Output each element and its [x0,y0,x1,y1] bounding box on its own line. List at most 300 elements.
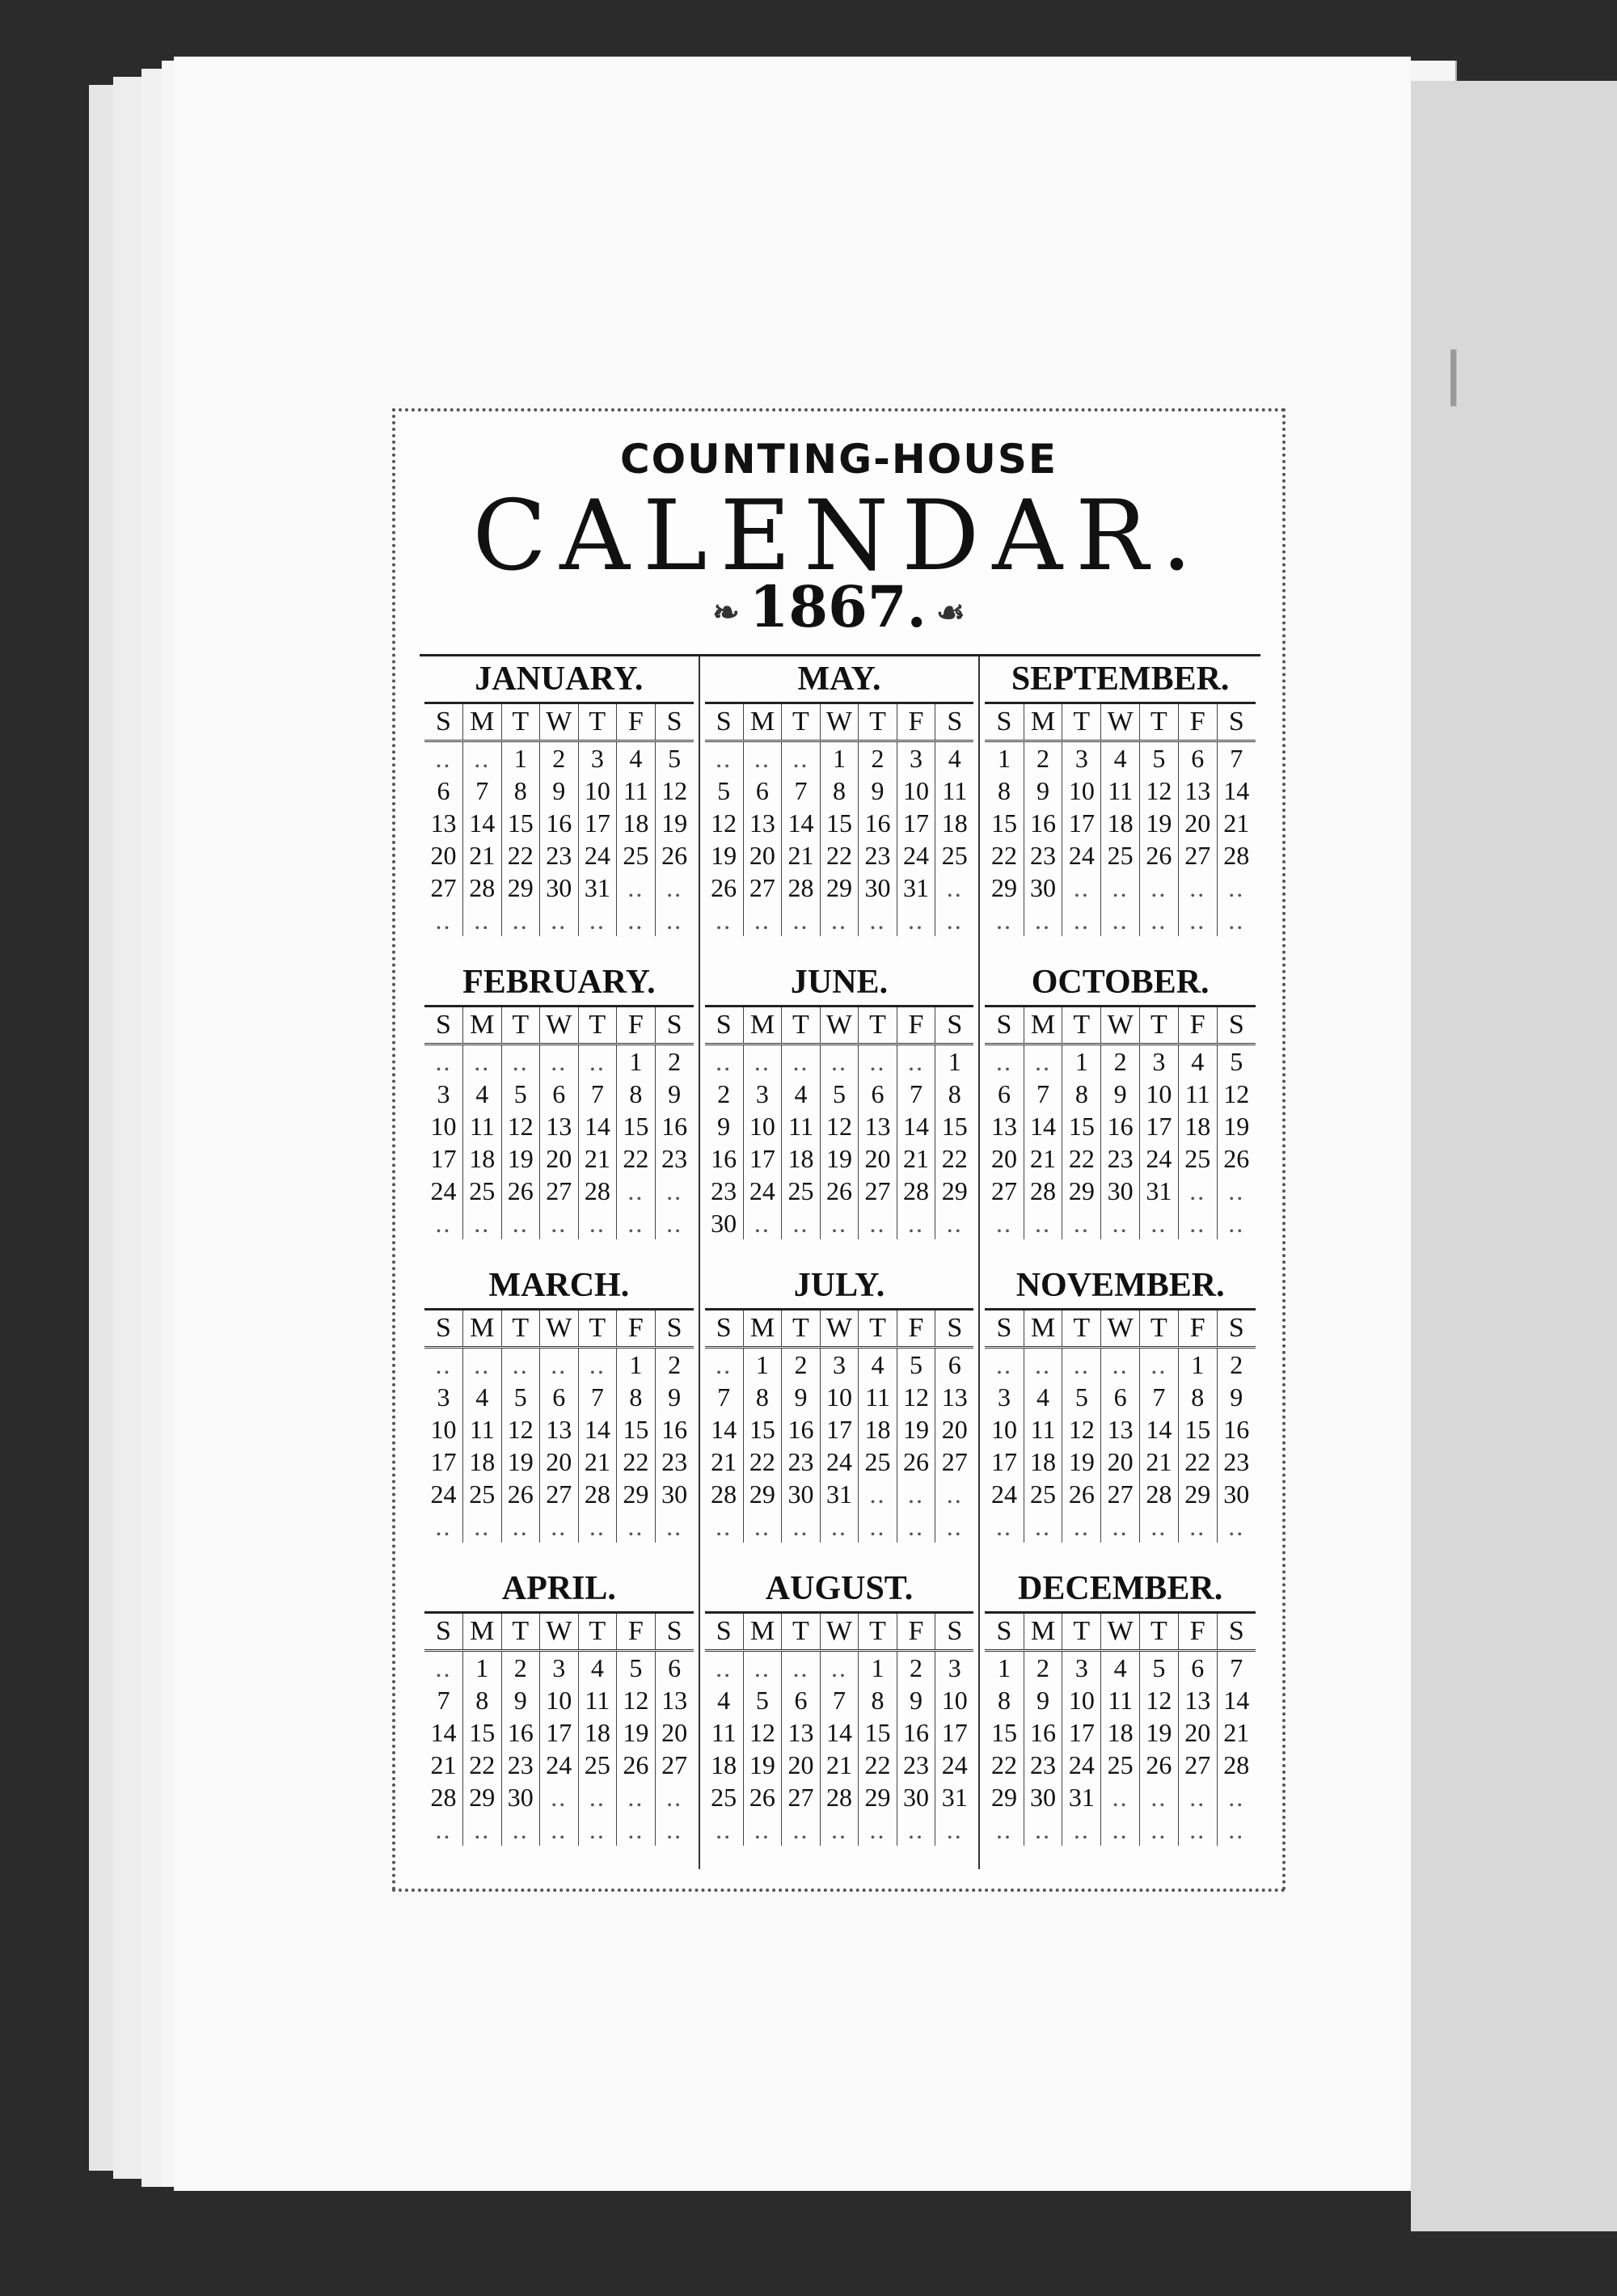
week-row [985,741,1256,775]
day-cell: 26 [897,1446,935,1478]
day-cell: 21 [1024,1142,1062,1175]
day-cell: 25 [1101,1749,1140,1781]
day-cell: 27 [424,872,463,904]
day-cell: 1 [948,1046,961,1076]
week-row [424,1175,694,1207]
day-cell: 25 [578,1749,617,1781]
day-grid [705,704,974,936]
weekday-label: T [782,1310,821,1348]
day-cell: 27 [540,1175,579,1207]
month-grid [420,654,1260,1869]
day-cell: 6 [668,1652,682,1682]
day-cell: 3 [1062,741,1101,775]
weekday-label: S [705,1614,744,1651]
day-cell: .. [946,1511,963,1541]
week-row [424,1684,694,1716]
day-cell: 22 [820,839,859,872]
day-cell: .. [743,1651,782,1685]
month-block [420,960,700,1263]
day-cell: .. [1024,904,1062,936]
day-cell: 1 [820,741,859,775]
day-cell: 18 [941,808,968,838]
day-cell: 18 [463,1142,502,1175]
week-row [424,1446,694,1478]
day-cell: 13 [1101,1413,1140,1446]
day-cell: .. [1178,1510,1217,1543]
day-grid [985,1614,1256,1846]
day-cell: .. [1178,1207,1217,1239]
week-row [985,1142,1256,1175]
day-cell: 22 [463,1749,502,1781]
month-block [980,656,1260,960]
day-cell: .. [463,1348,502,1382]
day-cell: 27 [1178,839,1217,872]
day-cell: 27 [1101,1478,1140,1510]
day-cell: 8 [617,1381,656,1413]
weekday-label: M [463,1007,502,1045]
day-cell: .. [897,1478,935,1510]
week-row [424,1510,694,1543]
weekday-label: T [782,704,821,741]
weekday-label: S [985,1310,1024,1348]
day-cell: .. [424,1348,463,1382]
day-cell: 8 [617,1078,656,1110]
day-cell: 19 [897,1413,935,1446]
weekday-label: W [540,1310,579,1348]
weekday-label: S [424,1614,463,1651]
day-cell: 24 [897,839,935,872]
weekday-label: F [897,704,935,741]
day-cell: 22 [1062,1142,1101,1175]
day-grid [705,1007,974,1239]
day-cell: 15 [501,807,540,839]
day-cell: 28 [820,1781,859,1813]
week-row [424,1110,694,1142]
day-cell: 10 [941,1685,968,1715]
day-cell: 18 [463,1446,502,1478]
day-cell: 29 [617,1478,656,1510]
day-cell: .. [743,1813,782,1846]
week-row [705,1078,974,1110]
day-cell: .. [666,905,683,935]
weekday-label: T [1140,1007,1179,1045]
day-cell: .. [705,1651,744,1685]
day-cell: 10 [578,774,617,807]
day-cell: 31 [1062,1781,1101,1813]
day-cell: 23 [897,1749,935,1781]
day-cell: .. [501,1045,540,1078]
day-cell: 27 [859,1175,897,1207]
day-cell: 26 [1140,1749,1179,1781]
day-cell: 21 [578,1446,617,1478]
day-cell: .. [578,904,617,936]
day-cell: .. [705,1045,744,1078]
day-cell: 8 [501,774,540,807]
day-cell: .. [1228,1511,1245,1541]
week-row [985,1510,1256,1543]
day-cell: 28 [1223,840,1250,870]
day-cell: 13 [540,1413,579,1446]
day-cell: 3 [424,1078,463,1110]
day-cell: 6 [743,774,782,807]
day-cell: .. [782,1813,821,1846]
day-cell: .. [617,1781,656,1813]
day-cell: 5 [743,1684,782,1716]
day-cell: .. [946,1814,963,1844]
weekday-label: F [897,1310,935,1348]
day-cell: 5 [1062,1381,1101,1413]
day-cell: .. [424,1045,463,1078]
day-cell: 29 [859,1781,897,1813]
day-cell: 11 [617,774,656,807]
day-cell: 24 [1062,839,1101,872]
day-cell: 6 [859,1078,897,1110]
day-cell: .. [743,1045,782,1078]
day-cell: 5 [617,1651,656,1685]
day-cell: .. [897,1510,935,1543]
calendar-header-top: COUNTING-HOUSE [619,436,1058,483]
ornament-right-icon: ☙ [935,593,965,631]
week-row [424,1207,694,1239]
day-cell: 17 [985,1446,1024,1478]
month-name: OCTOBER. [985,960,1256,1007]
day-cell: .. [1228,1814,1245,1844]
day-cell: 11 [782,1110,821,1142]
day-cell: 17 [1140,1110,1179,1142]
day-cell: 28 [1140,1478,1179,1510]
week-row [705,1045,974,1078]
day-cell: 6 [1178,741,1217,775]
month-name: FEBRUARY. [424,960,694,1007]
day-cell: 11 [463,1110,502,1142]
weekday-label: M [743,1614,782,1651]
day-cell: 3 [743,1078,782,1110]
day-cell: 28 [578,1478,617,1510]
day-cell: .. [705,904,744,936]
day-cell: 21 [782,839,821,872]
day-cell: 15 [617,1110,656,1142]
day-cell: 1 [617,1045,656,1078]
day-cell: 29 [941,1175,968,1205]
day-cell: .. [859,1207,897,1239]
day-cell: .. [540,1813,579,1846]
day-cell: 7 [782,774,821,807]
day-cell: .. [820,1651,859,1685]
weekday-label: S [935,1310,974,1348]
weekday-label: F [617,704,656,741]
day-cell: 31 [820,1478,859,1510]
day-cell: .. [1101,1348,1140,1382]
day-cell: .. [1228,1782,1245,1812]
day-cell: .. [666,1782,683,1812]
month-block [700,960,981,1263]
weekday-label: T [1140,704,1179,741]
weekday-label: W [1101,1310,1140,1348]
weekday-label: S [935,1007,974,1045]
day-cell: 19 [1223,1111,1250,1141]
day-cell: 1 [1062,1045,1101,1078]
day-cell: 27 [782,1781,821,1813]
day-cell: 25 [1024,1478,1062,1510]
day-cell: .. [424,904,463,936]
week-row [705,1684,974,1716]
day-cell: 4 [578,1651,617,1685]
day-cell: 16 [540,807,579,839]
weekday-label: T [1140,1614,1179,1651]
weekday-label: W [820,704,859,741]
day-cell: 26 [501,1175,540,1207]
day-cell: 9 [1230,1382,1243,1412]
day-cell: .. [1024,1207,1062,1239]
day-cell: 10 [743,1110,782,1142]
day-cell: .. [501,1510,540,1543]
day-cell: .. [1062,1348,1101,1382]
day-cell: 1 [859,1651,897,1685]
day-cell: 1 [1178,1348,1217,1382]
day-cell: 18 [617,807,656,839]
day-cell: 22 [859,1749,897,1781]
weekday-label: S [424,704,463,741]
week-row [985,1781,1256,1813]
day-cell: 13 [1178,774,1217,807]
day-cell: .. [1178,1813,1217,1846]
weekday-label: S [705,704,744,741]
day-cell: 7 [1024,1078,1062,1110]
day-cell: 6 [540,1381,579,1413]
day-cell: 1 [743,1348,782,1382]
day-cell: 5 [705,774,744,807]
day-cell: 6 [1178,1651,1217,1685]
day-cell: 22 [1178,1446,1217,1478]
day-cell: 28 [1024,1175,1062,1207]
day-cell: 8 [859,1684,897,1716]
month-name: JANUARY. [424,656,694,704]
day-cell: 16 [1223,1414,1250,1444]
day-cell: 23 [859,839,897,872]
day-grid [705,1614,974,1846]
day-cell: 1 [463,1651,502,1685]
day-cell: 7 [578,1078,617,1110]
day-cell: .. [985,1207,1024,1239]
day-cell: 15 [859,1716,897,1749]
day-cell: 16 [897,1716,935,1749]
day-cell: 29 [1178,1478,1217,1510]
day-cell: 19 [705,839,744,872]
day-cell: 24 [1062,1749,1101,1781]
day-cell: 21 [1223,1717,1250,1747]
day-cell: 14 [578,1413,617,1446]
day-cell: 27 [540,1478,579,1510]
day-cell: 26 [1223,1143,1250,1173]
day-cell: 26 [661,840,688,870]
day-cell: 28 [463,872,502,904]
day-cell: 24 [743,1175,782,1207]
day-cell: 21 [705,1446,744,1478]
day-cell: .. [463,1207,502,1239]
day-cell: 23 [782,1446,821,1478]
day-cell: 5 [501,1078,540,1110]
day-cell: 5 [1140,1651,1179,1685]
day-cell: .. [540,1781,579,1813]
day-cell: .. [1101,1781,1140,1813]
week-row [985,1348,1256,1382]
day-cell: .. [859,1510,897,1543]
day-cell: 28 [705,1478,744,1510]
month-block [980,1263,1260,1566]
weekday-label: S [705,1310,744,1348]
day-cell: 13 [941,1382,968,1412]
day-cell: .. [540,1207,579,1239]
day-cell: 18 [1101,807,1140,839]
weekday-label: T [1062,1614,1101,1651]
day-cell: 15 [941,1111,968,1141]
day-cell: .. [617,1175,656,1207]
day-cell: .. [578,1813,617,1846]
day-cell: 17 [424,1142,463,1175]
day-cell: 14 [1024,1110,1062,1142]
day-cell: .. [424,1651,463,1685]
day-cell: .. [463,904,502,936]
day-cell: 21 [1223,808,1250,838]
day-cell: 7 [463,774,502,807]
month-name: JUNE. [705,960,974,1007]
day-cell: .. [820,1207,859,1239]
day-cell: 19 [661,808,688,838]
day-cell: 8 [1062,1078,1101,1110]
day-cell: 10 [424,1110,463,1142]
day-cell: 23 [1024,839,1062,872]
day-cell: 10 [540,1684,579,1716]
day-cell: 20 [1178,1716,1217,1749]
day-cell: 17 [820,1413,859,1446]
day-cell: .. [501,1348,540,1382]
day-cell: 12 [743,1716,782,1749]
day-cell: .. [617,872,656,904]
week-row [705,1381,974,1413]
day-cell: 5 [501,1381,540,1413]
day-cell: 16 [859,807,897,839]
day-cell: 26 [820,1175,859,1207]
week-row [705,1207,974,1239]
day-cell: 15 [820,807,859,839]
day-cell: 2 [668,1349,682,1379]
day-grid [424,1614,694,1846]
month-block [420,1263,700,1566]
day-cell: 2 [1024,741,1062,775]
day-cell: .. [463,741,502,775]
day-cell: 7 [1140,1381,1179,1413]
day-cell: .. [743,1510,782,1543]
day-cell: 9 [782,1381,821,1413]
weekday-label: T [1140,1310,1179,1348]
day-cell: 31 [578,872,617,904]
day-cell: 10 [1062,774,1101,807]
day-cell: .. [1140,1813,1179,1846]
day-cell: 24 [540,1749,579,1781]
day-cell: 26 [1062,1478,1101,1510]
weekday-label: S [985,1007,1024,1045]
day-cell: 12 [617,1684,656,1716]
week-row [705,807,974,839]
weekday-label: T [501,1310,540,1348]
weekday-label: W [820,1007,859,1045]
day-cell: 2 [668,1046,682,1076]
day-cell: .. [705,1813,744,1846]
day-cell: 18 [782,1142,821,1175]
week-row [705,1478,974,1510]
day-cell: 29 [820,872,859,904]
day-cell: 12 [501,1413,540,1446]
weekday-label: S [1217,704,1256,741]
day-cell: 22 [617,1446,656,1478]
day-cell: .. [578,1045,617,1078]
day-cell: .. [1062,1813,1101,1846]
day-cell: 12 [1062,1413,1101,1446]
day-grid [985,704,1256,936]
day-cell: 16 [501,1716,540,1749]
day-cell: 25 [463,1175,502,1207]
day-cell: 9 [668,1078,682,1108]
week-row [985,1110,1256,1142]
day-cell: .. [897,1045,935,1078]
day-cell: .. [501,1207,540,1239]
day-cell: 4 [705,1684,744,1716]
day-cell: 13 [985,1110,1024,1142]
day-cell: 23 [661,1143,688,1173]
day-cell: 11 [705,1716,744,1749]
month-name: SEPTEMBER. [985,656,1256,704]
day-cell: 2 [897,1651,935,1685]
weekday-label: S [985,1614,1024,1651]
day-cell: .. [463,1813,502,1846]
day-cell: 20 [859,1142,897,1175]
month-name: JULY. [705,1263,974,1310]
day-cell: .. [897,904,935,936]
day-cell: .. [859,904,897,936]
weekday-label: S [935,1614,974,1651]
weekday-label: S [655,1614,694,1651]
day-cell: .. [946,1208,963,1238]
day-cell: 10 [1140,1078,1179,1110]
day-cell: 7 [578,1381,617,1413]
month-name: MARCH. [424,1263,694,1310]
day-cell: 13 [1178,1684,1217,1716]
day-cell: 16 [1101,1110,1140,1142]
weekday-label: S [655,1310,694,1348]
week-row [424,1348,694,1382]
day-cell: 18 [859,1413,897,1446]
day-cell: .. [463,1510,502,1543]
day-cell: 24 [424,1478,463,1510]
day-cell: .. [782,741,821,775]
day-cell: 4 [1178,1045,1217,1078]
day-cell: 26 [743,1781,782,1813]
day-cell: 17 [941,1717,968,1747]
day-cell: 17 [578,807,617,839]
day-cell: .. [1024,1510,1062,1543]
day-cell: .. [743,904,782,936]
week-row [424,1478,694,1510]
day-cell: 11 [942,775,968,805]
day-cell: .. [666,1208,683,1238]
week-row [424,1651,694,1685]
weekday-label: M [1024,704,1062,741]
weekday-label: W [820,1310,859,1348]
day-cell: 30 [1024,1781,1062,1813]
day-cell: 14 [1223,1685,1250,1715]
day-cell: 15 [463,1716,502,1749]
day-cell: 17 [743,1142,782,1175]
